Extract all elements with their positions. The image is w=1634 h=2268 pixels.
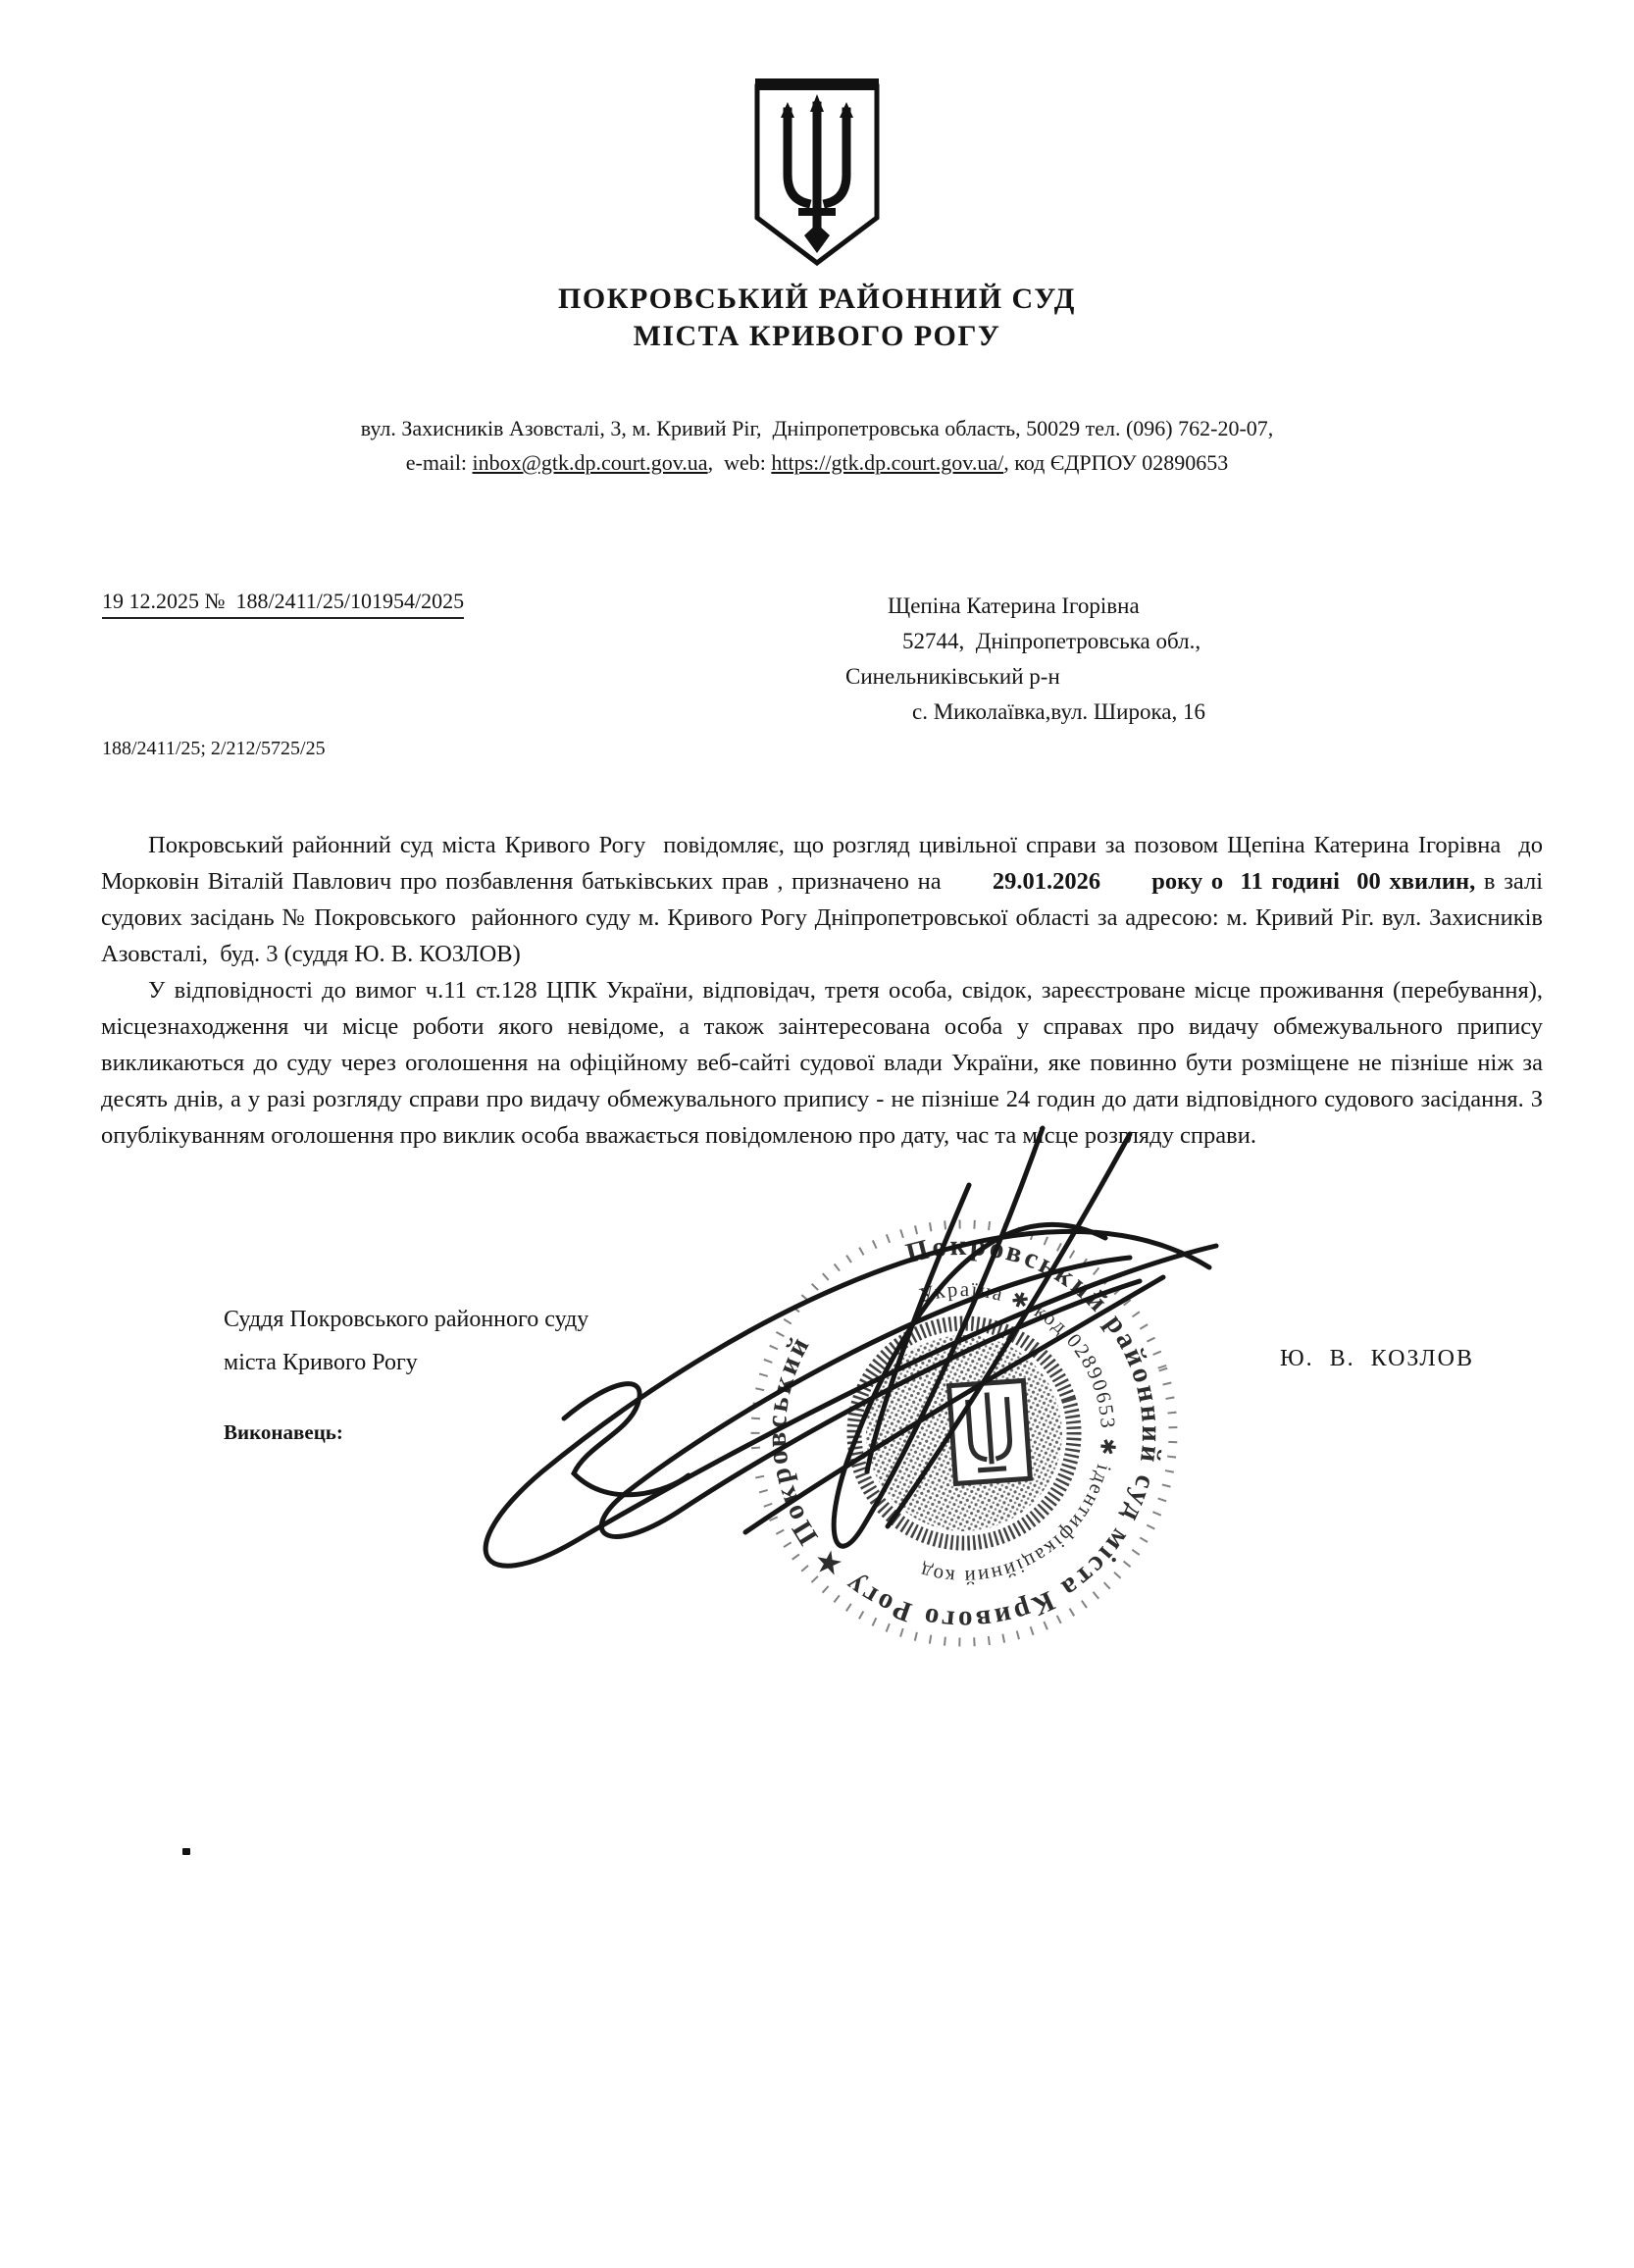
recipient-street: с. Миколаївка,вул. Широка, 16 [912,699,1205,724]
judge-name: Ю. В. КОЗЛОВ [1280,1346,1475,1371]
email-link[interactable]: inbox@gtk.dp.court.gov.ua [472,450,708,475]
web-link[interactable]: https://gtk.dp.court.gov.ua/ [771,450,1004,475]
ukraine-trident-emblem [751,73,883,269]
email-label: e-mail: [405,450,473,475]
judge-title-line1: Суддя Покровського районного суду [224,1307,589,1332]
paragraph-legal-basis: У відповідності до вимог ч.11 ст.128 ЦПК України, відповідач, третя особа, свідок, зареєстроване місце проживання (перебування), місцезнаходження чи місце роботи якого невідоме, а також заінтересована особа у справах про видачу обмежувального припису викликаються до суду через оголошення на офіційному веб-сайті судової влади України, яке повинно бути розміщене не пізніше ніж за десять днів, а у разі розгляду справи про видачу обмежувального припису - не пізніше 24 годин до дати відповідного судового засідання. З опублікуванням оголошення про виклик особа вважається повідомленою про дату, час та місце розгляду справи. [101,977,1550,1149]
judge-title-line2: міста Кривого Рогу [224,1350,418,1375]
letter-body [101,827,1550,1154]
case-numbers: 188/2411/25; 2/212/5725/25 [102,738,326,759]
court-contacts [0,450,1634,476]
seal-inner-ring-text: Україна ✱ код 02890653 ✱ ідентифікаційний код [915,1276,1121,1590]
recipient-name: Щепіна Катерина Ігорівна [888,593,1140,618]
seal-center-shield [949,1380,1031,1483]
seal-outer-ring-text: Покровський районний суд міста Кривого Рогу ★ Покровський [760,1229,1168,1637]
p1-text-end: в залі судових засідань № Покровського районного суду м. Кривого Рогу Дніпропетровської області за адресою: м. Кривий Ріг. вул. Захисників Азовсталі, буд. 3 (суддя Ю. В. КОЗЛОВ) [101,868,1550,967]
executor-label: Виконавець: [224,1420,343,1444]
court-seal-stamp [704,1173,1224,1693]
court-address: вул. Захисників Азовсталі, 3, м. Кривий Ріг, Дніпропетровська область, 50029 тел. (096) 762-20-07, [360,416,1274,440]
court-name-line1: ПОКРОВСЬКИЙ РАЙОННИЙ СУД [558,283,1076,315]
hearing-date: 29.01.2026 [992,868,1101,895]
web-label: , web: [707,450,772,475]
scan-artifact-dot [182,1848,190,1855]
paragraph-hearing-notice [101,827,1550,972]
p1-text-start: Покровський районний суд міста Кривого Рогу повідомляє, що розгляд цивільної справи за позовом Щепіна Катерина Ігорівна до Морковін Віталій Павлович про позбавлення батьківських прав , призначено на [101,832,1550,895]
edrpou-code: , код ЄДРПОУ 02890653 [1003,450,1229,475]
recipient-district: Синельниківський р-н [845,664,1060,689]
hearing-time: року о 11 годині 00 хвилин, [1100,868,1476,895]
recipient-postcode-region: 52744, Дніпропетровська обл., [902,629,1201,653]
court-name-line2: МІСТА КРИВОГО РОГУ [633,320,1001,352]
outgoing-date-number: 19 12.2025 № 188/2411/25/101954/2025 [102,589,464,619]
